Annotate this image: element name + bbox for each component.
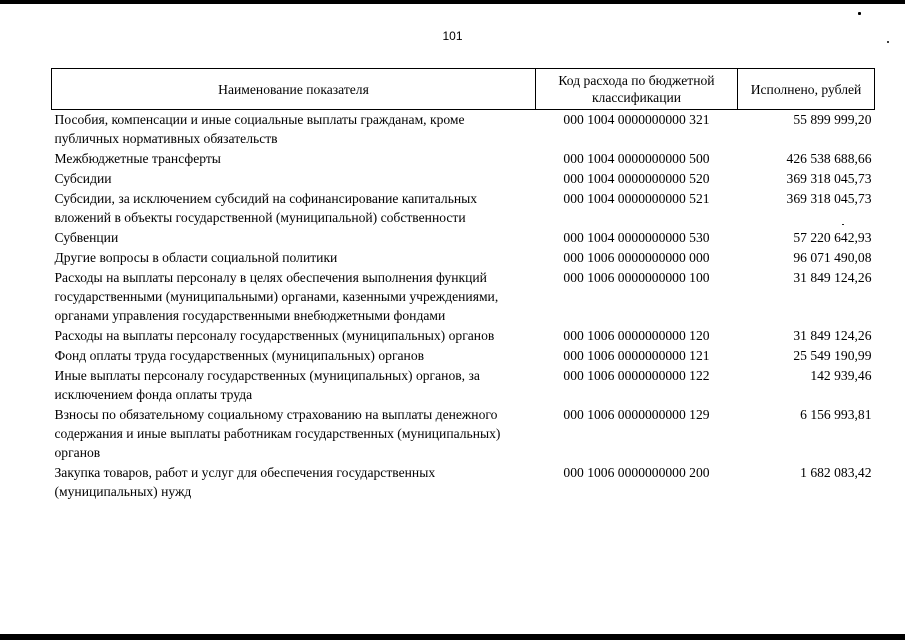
page-number: 101 [442,29,463,43]
row-code: 000 1004 0000000000 520 [563,171,710,186]
table-row [52,169,875,189]
table-row [52,149,875,169]
table-row [52,248,875,268]
row-name: Другие вопросы в области социальной политики [54,250,338,265]
row-code: 000 1006 0000000000 000 [563,250,710,265]
header-amount: Исполнено, рублей [738,69,875,110]
row-amount: 369 318 045,73 [786,171,872,186]
header-name: Наименование показателя [52,69,536,110]
row-code: 000 1004 0000000000 500 [563,151,710,166]
row-name: Фонд оплаты труда государственных (муниципальных) органов [54,348,425,363]
row-name: Расходы на выплаты персоналу в целях обеспечения выполнения функций государственными (муниципальными) органами, казенными учреждениями, органами управления государственными внебюджетными фондами [54,270,499,323]
row-amount: 96 071 490,08 [793,250,872,265]
row-code: 000 1006 0000000000 122 [563,368,710,383]
row-amount: 57 220 642,93 [793,230,872,245]
row-amount: 6 156 993,81 [800,407,872,422]
row-code: 000 1006 0000000000 121 [563,348,710,363]
table-row [52,366,875,405]
scan-border-top [0,0,905,4]
row-amount: 426 538 688,66 [786,151,872,166]
header-code: Код расхода по бюджетной классификации [536,69,738,110]
table-row [52,228,875,248]
table-row [52,189,875,228]
scan-border-bottom [0,634,905,640]
row-amount: 55 899 999,20 [793,112,872,127]
row-code: 000 1006 0000000000 200 [563,465,710,480]
row-name: Субсидии [54,171,112,186]
table-row [52,346,875,366]
row-name: Субсидии, за исключением субсидий на софинансирование капитальных вложений в объекты государственной (муниципальной) собственности [54,191,478,225]
row-amount: 25 549 190,99 [793,348,872,363]
row-name: Расходы на выплаты персоналу государственных (муниципальных) органов [54,328,495,343]
row-name: Пособия, компенсации и иные социальные выплаты гражданам, кроме публичных нормативных обязательств [54,112,465,146]
table-row [52,463,875,502]
row-name: Иные выплаты персоналу государственных (муниципальных) органов, за исключением фонда оплаты труда [54,368,480,402]
row-name: Закупка товаров, работ и услуг для обеспечения государственных (муниципальных) нужд [54,465,436,499]
row-name: Субвенции [54,230,119,245]
table-row [52,405,875,463]
table-row [52,110,875,150]
row-code: 000 1004 0000000000 530 [563,230,710,245]
table-header-row [52,69,875,110]
expenditure-table [51,68,875,502]
table-row [52,268,875,326]
table-row [52,326,875,346]
row-amount: 369 318 045,73 [786,191,872,206]
row-amount: 1 682 083,42 [800,465,872,480]
row-name: Взносы по обязательному социальному страхованию на выплаты денежного содержания и иные выплаты работникам государственных (муниципальных) органов [54,407,501,460]
row-amount: 31 849 124,26 [793,270,872,285]
row-code: 000 1004 0000000000 521 [563,191,710,206]
row-name: Межбюджетные трансферты [54,151,221,166]
row-amount: 31 849 124,26 [793,328,872,343]
scan-speck [858,12,861,15]
row-amount: 142 939,46 [810,368,872,383]
row-code: 000 1006 0000000000 120 [563,328,710,343]
row-code: 000 1004 0000000000 321 [563,112,710,127]
row-code: 000 1006 0000000000 129 [563,407,710,422]
row-code: 000 1006 0000000000 100 [563,270,710,285]
